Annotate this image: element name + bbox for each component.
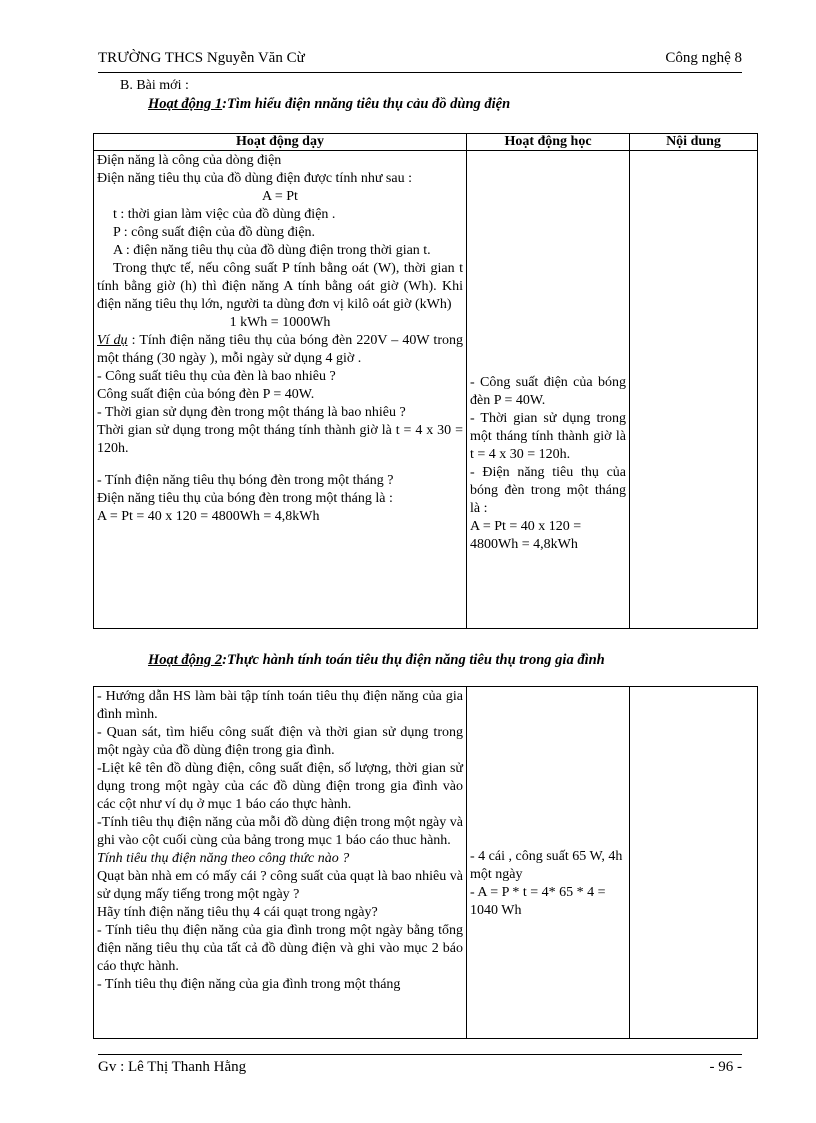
teach-line: P : công suất điện của đồ dùng điện. <box>113 225 316 240</box>
formula-line: A = Pt <box>262 189 298 204</box>
teach-line: Hãy tính điện năng tiêu thụ 4 cái quạt trong ngày? <box>97 905 378 920</box>
content-cell <box>630 687 758 1039</box>
teach-line: Ví dụ : Tính điện năng tiêu thụ của bóng đèn 220V – 40W trong một tháng (30 ngày ), mỗi ngày sử dụng 4 giờ . <box>97 333 463 366</box>
activity1-table <box>93 133 758 629</box>
teach-line: - Tính điện năng tiêu thụ bóng đèn trong một tháng ? <box>97 473 394 488</box>
teach-line: - Hướng dẫn HS làm bài tập tính toán tiêu thụ điện năng của gia đình mình. <box>97 689 463 722</box>
table2-body-row <box>94 687 758 1039</box>
teach-line: Thời gian sử dụng trong một tháng tính thành giờ là t = 4 x 30 = 120h. <box>97 423 463 456</box>
activity2-label: Hoạt động 2 <box>148 652 223 668</box>
learn-line: A = Pt = 40 x 120 = 4800Wh = 4,8kWh <box>470 519 582 552</box>
teach-line: A : điện năng tiêu thụ của đồ dùng điện trong thời gian t. <box>113 243 431 258</box>
teach-cell <box>94 687 467 1039</box>
activity2-title: :Thực hành tính toán tiêu thụ điện năng tiêu thụ trong gia đình <box>222 652 605 668</box>
teach-line: Trong thực tế, nếu công suất P tính bằng oát (W), thời gian t tính bằng giờ (h) thì điện năng A tính bằng oát giờ (Wh). Khi điện năng tiêu thụ lớn, người ta dùng đơn vị kilô oát giờ (kWh) <box>97 261 463 312</box>
teach-line: t : thời gian làm việc của đồ dùng điện . <box>113 207 336 222</box>
activity1-heading <box>148 96 510 113</box>
activity1-label: Hoạt động 1 <box>148 96 223 112</box>
activity2-table <box>93 686 758 1039</box>
teach-line: - Công suất tiêu thụ của đèn là bao nhiêu ? <box>97 369 336 384</box>
teach-line: - Thời gian sử dụng đèn trong một tháng là bao nhiêu ? <box>97 405 406 420</box>
learn-line: - Thời gian sử dụng trong một tháng tính thành giờ là t = 4 x 30 = 120h. <box>470 411 626 462</box>
header-teach: Hoạt động dạy <box>94 134 467 151</box>
teach-line: A = Pt = 40 x 120 = 4800Wh = 4,8kWh <box>97 509 320 524</box>
subject-name: Công nghệ 8 <box>665 50 742 66</box>
page-number: - 96 - <box>709 1059 742 1075</box>
page-footer <box>98 1054 742 1079</box>
teach-line: - Tính tiêu thụ điện năng của gia đình trong một ngày bằng tổng điện năng tiêu thụ của tất cả đồ dùng điện và ghi vào mục 2 báo cáo thực hành. <box>97 923 463 974</box>
header-content: Nội dung <box>630 134 758 151</box>
teach-line: -Liệt kê tên đồ dùng điện, công suất điện, số lượng, thời gian sử dụng trong một ngày của các đồ dùng điện trong gia đình vào các cột như ví dụ ở mục 1 báo cáo thực hành. <box>97 761 463 812</box>
teach-line: - Quan sát, tìm hiểu công suất điện và thời gian sử dụng trong một ngày của đồ dùng điện trong gia đình. <box>97 725 463 758</box>
page-header <box>98 48 742 73</box>
teach-question: Tính tiêu thụ điện năng theo công thức nào ? <box>97 851 350 866</box>
teach-line: - Tính tiêu thụ điện năng của gia đình trong một tháng <box>97 977 401 992</box>
teach-line: -Tính tiêu thụ điện năng của mỗi đồ dùng điện trong một ngày và ghi vào cột cuối cùng của bảng trong mục 1 báo cáo thuc hành. <box>97 815 463 848</box>
teach-cell <box>94 151 467 629</box>
learn-cell <box>467 151 630 629</box>
teach-line: Quạt bàn nhà em có mấy cái ? công suất của quạt là bao nhiêu và sử dụng mấy tiếng trong một ngày ? <box>97 869 463 902</box>
learn-line: - Điện năng tiêu thụ của bóng đèn trong một tháng là : <box>470 465 626 516</box>
teach-line: Công suất điện của bóng đèn P = 40W. <box>97 387 315 402</box>
table1-header-row <box>94 134 758 151</box>
formula-line: 1 kWh = 1000Wh <box>229 315 331 330</box>
activity1-title: :Tìm hiểu điện nnăng tiêu thụ cảu đồ dùng điện <box>222 96 511 112</box>
learn-line: - A = P * t = 4* 65 * 4 = 1040 Wh <box>470 885 606 918</box>
learn-line: - Công suất điện của bóng đèn P = 40W. <box>470 375 626 408</box>
section-b-heading: B. Bài mới : <box>120 78 189 93</box>
school-name: TRƯỜNG THCS Nguyễn Văn Cừ <box>98 50 305 66</box>
table1-body-row <box>94 151 758 629</box>
activity2-heading <box>148 652 605 669</box>
learn-cell <box>467 687 630 1039</box>
header-learn: Hoạt động học <box>467 134 630 151</box>
teacher-name: Gv : Lê Thị Thanh Hằng <box>98 1059 247 1075</box>
teach-line: Điện năng tiêu thụ của đồ dùng điện được tính như sau : <box>97 171 412 186</box>
example-label: Ví dụ <box>97 333 128 348</box>
learn-line: - 4 cái , công suất 65 W, 4h một ngày <box>470 849 623 882</box>
teach-line: Điện năng là công của dòng điện <box>97 153 282 168</box>
content-cell <box>630 151 758 629</box>
teach-line: Điện năng tiêu thụ của bóng đèn trong một tháng là : <box>97 491 393 506</box>
